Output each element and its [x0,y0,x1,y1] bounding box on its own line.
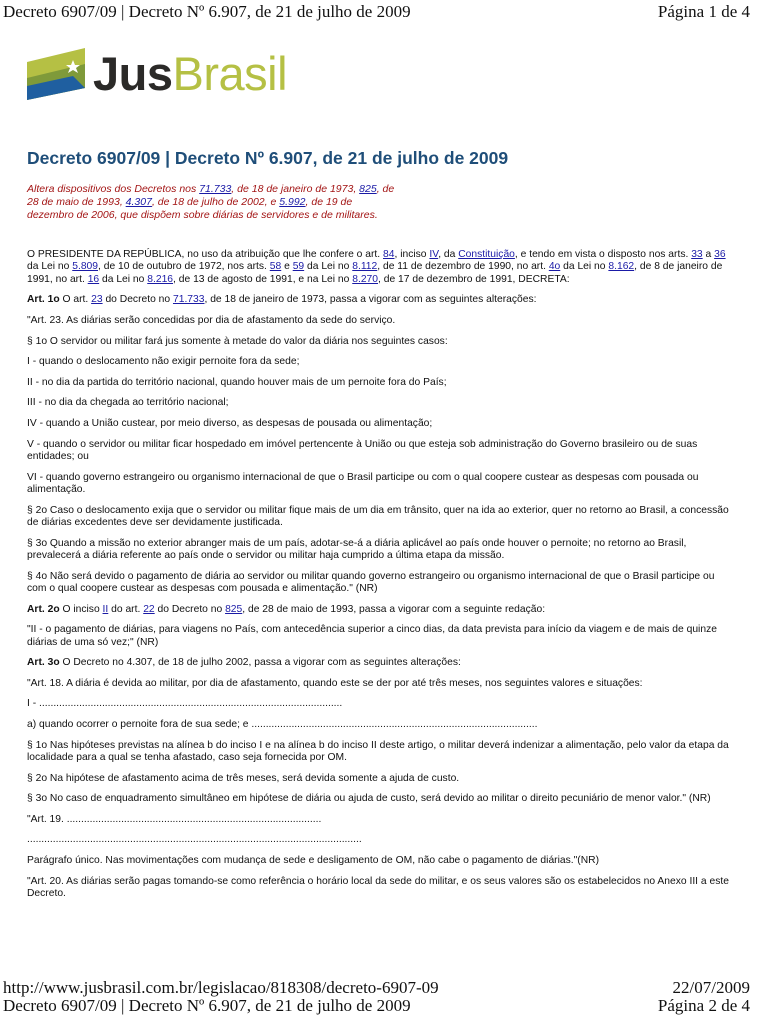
paragraph: "Art. 18. A diária é devida ao militar, por dia de afastamento, quando este se der por até três meses, nos seguintes valores e situações: [27,677,643,689]
footer-date: 22/07/2009 [672,978,750,997]
link-decreto-5992[interactable]: 5.992 [279,196,306,208]
header-document-title: Decreto 6907/09 | Decreto Nº 6.907, de 21 de julho de 2009 [3,2,411,21]
paragraph: III - no dia da chegada ao território nacional; [27,397,229,409]
footer-document-title: Decreto 6907/09 | Decreto Nº 6.907, de 21 de julho de 2009 [3,996,411,1015]
text: , inciso [394,249,430,260]
text: do Decreto no [102,294,173,306]
link-art-84[interactable]: 84 [383,249,395,260]
text: , de 28 de maio de 1993, passa a vigorar com a seguinte redação: [242,603,546,615]
link-lei-8162[interactable]: 8.162 [608,261,635,273]
article-label: Art. 1o [27,294,60,306]
paragraph: "II - o pagamento de diárias, para viagens no País, com antecedência superior a cinco dias, da data prevista para início da viagem e de mais de quinze diárias de uma só vez;" (NR) [27,624,717,648]
text: , de 18 de janeiro de 1973, passa a vigorar com as seguintes alterações: [204,294,537,306]
paragraph: "Art. 20. As diárias serão pagas tomando-se como referência o horário local da sede do militar, e os seus valores são os estabelecidos no Anexo III a este Decreto. [27,875,729,899]
article-label: Art. 3o [27,657,60,669]
paragraph: § 4o Não será devido o pagamento de diária ao servidor ou militar quando governo estrangeiro ou organismo internacional de que o Brasil participe ou com o qual coopere custear as despesas com pousada e alimentação." (NR) [27,570,715,594]
link-decreto-4307[interactable]: 4.307 [125,196,152,208]
article-2 [27,604,730,616]
text: , de 17 de dezembro de 1991, DECRETA: [378,273,570,285]
link-art-4o[interactable]: 4o [548,261,561,273]
link-art-59[interactable]: 59 [292,261,305,273]
link-decreto-825[interactable]: 825 [359,183,377,195]
ementa-text: , de 18 de janeiro de 1973, [231,183,360,195]
text: O Decreto no 4.307, de 18 de julho 2002, passa a vigorar com as seguintes alterações: [59,657,461,669]
text: da Lei no [304,261,353,273]
text: a [702,249,715,260]
article-1 [27,294,730,306]
link-art-16[interactable]: 16 [87,273,100,285]
paragraph: § 3o Quando a missão no exterior abranger mais de um país, adotar-se-á a diária aplicável ao país onde houver o pernoite; no retorno ao Brasil, prevalecerá a diária referente ao país onde o servidor ou militar haja cumprido a última etapa da missão. [27,537,687,561]
link-art-33[interactable]: 33 [691,249,703,260]
ementa-summary [27,183,397,222]
paragraph: § 3o No caso de enquadramento simultâneo em hipótese de diária ou ajuda de custo, será devido ao militar o direito pecuniário de menor valor." (NR) [27,793,711,805]
preamble-paragraph [27,249,730,286]
text: O inciso [59,603,103,615]
footer-url[interactable]: http://www.jusbrasil.com.br/legislacao/818308/decreto-6907-09 [3,978,439,997]
text: , de 10 de outubro de 1972, nos arts. [98,261,270,273]
link-decreto-71733-body[interactable]: 71.733 [172,294,205,306]
ementa-text: , de 18 de julho de 2002, e [151,196,280,208]
link-inciso-ii[interactable]: II [102,603,109,615]
paragraph: Parágrafo único. Nas movimentações com mudança de sede e desligamento de OM, não cabe o pagamento de diárias."(NR) [27,854,600,866]
text: , de 11 de dezembro de 1990, no art. [377,261,549,273]
paragraph: ..................................................................................................................... [27,834,362,846]
paragraph: II - no dia da partida do território nacional, quando houver mais de um pernoite fora do País; [27,376,447,388]
ementa-text: , de 19 de dezembro de 2006, que dispõem sobre diárias de servidores e de militares. [27,196,378,221]
link-decreto-825-body[interactable]: 825 [225,603,243,615]
text: e [281,261,293,273]
paragraph: I - .......................................................................................................... [27,698,343,710]
link-lei-5809[interactable]: 5.809 [72,261,99,273]
text: , de 8 de janeiro de 1991, no art. [27,261,723,285]
link-art-22[interactable]: 22 [143,603,155,615]
text: da Lei no [99,273,148,285]
paragraph: § 1o Nas hipóteses previstas na alínea b do inciso I e na alínea b do inciso II deste artigo, o militar deverá indenizar a alimentação, pelo valor da etapa da localidade para a qual se tenha afastado, caso seja fornecida por OM. [27,739,729,763]
paragraph: IV - quando a União custear, por meio diverso, as despesas de pousada ou alimentação; [27,417,433,429]
ementa-text: Altera dispositivos dos Decretos nos [27,183,200,195]
text: , e tendo em vista o disposto nos arts. [514,249,692,260]
paragraph: I - quando o deslocamento não exigir pernoite fora da sede; [27,356,300,368]
logo-flag-icon [25,48,87,100]
ementa-text: , de 28 de maio de 1993, [27,183,395,208]
link-inciso-iv[interactable]: IV [429,249,439,260]
paragraph: § 2o Na hipótese de afastamento acima de três meses, será devida somente a ajuda de custo. [27,772,460,784]
text: da Lei no [560,261,609,273]
text: , da [438,249,459,260]
text: da Lei no [27,261,73,273]
link-art-36[interactable]: 36 [714,249,726,260]
link-lei-8112[interactable]: 8.112 [352,261,378,273]
article-label: Art. 2o [27,603,60,615]
paragraph: "Art. 23. As diárias serão concedidas por dia de afastamento da sede do serviço. [27,315,396,326]
paragraph: a) quando ocorrer o pernoite fora de sua sede; e .................................................................................................... [27,718,538,730]
header-page-number: Página 1 de 4 [657,2,750,21]
text: , de 13 de agosto de 1991, e na Lei no [173,273,353,285]
logo-wordmark [93,48,287,100]
logo-text-jus: Jus [93,47,173,100]
text: O PRESIDENTE DA REPÚBLICA, no uso da atribuição que lhe confere o art. [27,249,383,260]
paragraph: § 1o O servidor ou militar fará jus somente à metade do valor da diária nos seguintes casos: [27,335,448,347]
logo-text-brasil: Brasil [172,47,288,100]
paragraph: "Art. 19. ......................................................................................... [27,813,322,825]
document-body [27,249,730,909]
text: O art. [59,294,92,306]
footer-page-number: Página 2 de 4 [657,996,750,1015]
paragraph: § 2o Caso o deslocamento exija que o servidor ou militar fique mais de um dia em trânsito, quer na ida ao exterior, quer no retorno ao Brasil, a concessão de diárias excedentes deve ser devidamente justificada. [27,504,729,528]
link-art-23[interactable]: 23 [91,294,103,306]
paragraph: VI - quando governo estrangeiro ou organismo internacional de que o Brasil participe ou com o qual coopere custear as despesas com pousada ou alimentação. [27,471,699,495]
link-lei-8216[interactable]: 8.216 [147,273,174,285]
text: do Decreto no [154,603,226,615]
article-3 [27,657,730,669]
paragraph: V - quando o servidor ou militar ficar hospedado em imóvel pertencente à União ou que esteja sob administração do Governo brasileiro ou de suas entidades; ou [27,438,698,462]
link-art-58[interactable]: 58 [269,261,282,273]
link-decreto-71733[interactable]: 71.733 [199,183,232,195]
page-title: Decreto 6907/09 | Decreto Nº 6.907, de 21 de julho de 2009 [27,148,509,168]
link-lei-8270[interactable]: 8.270 [352,273,379,285]
jusbrasil-logo[interactable] [25,48,287,100]
text: do art. [108,603,144,615]
link-constituicao[interactable]: Constituição [458,249,515,260]
